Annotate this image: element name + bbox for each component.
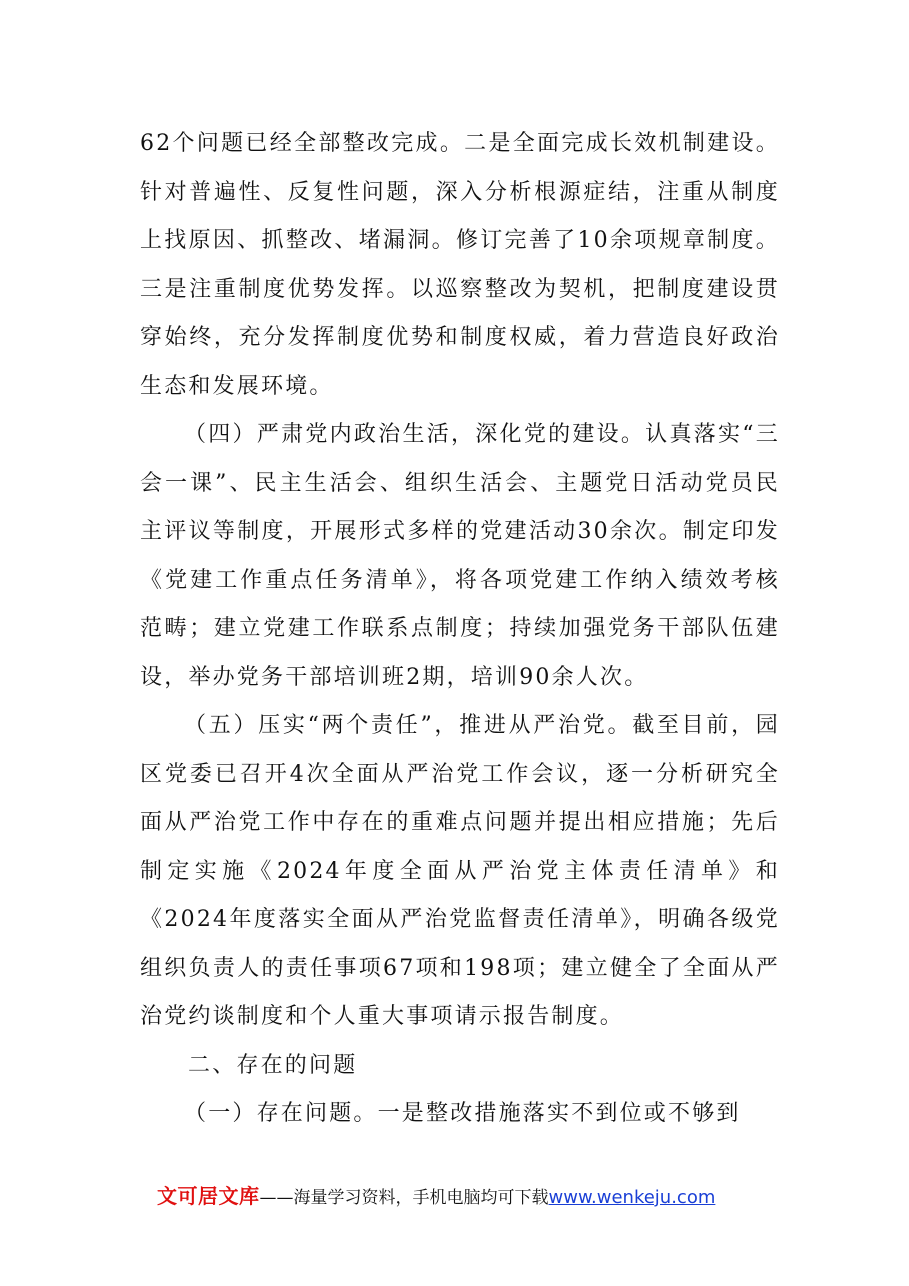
paragraph-existing-problems: （一）存在问题。一是整改措施落实不到位或不够到 (184, 1101, 741, 1126)
paragraph-continuation: 62个问题已经全部整改完成。二是全面完成长效机制建设。针对普遍性、反复性问题，深入分析根源症结，注重从制度上找原因、抓整改、堵漏洞。修订完善了10余项规章制度。三是注重制度优势发挥。以巡察整改为契机，把制度建设贯穿始终，充分发挥制度优势和制度权威，着力营造良好政治生态和发展环境。 (140, 131, 780, 399)
section-heading: 二、存在的问题 (188, 1052, 358, 1078)
document-body (140, 120, 780, 1139)
paragraph-party-life: （四）严肃党内政治生活，深化党的建设。认真落实“三会一课”、民主生活会、组织生活会、主题党日活动党员民主评议等制度，开展形式多样的党建活动30余次。制定印发《党建工作重点任务清单》，将各项党建工作纳入绩效考核范畴；建立党建工作联系点制度；持续加强党务干部队伍建设，举办党务干部培训班2期，培训90余人次。 (140, 422, 780, 690)
footer-website-link[interactable]: www.wenkeju.com (548, 1187, 716, 1208)
footer-brand: 文可居文库 (157, 1184, 260, 1208)
footer-watermark (157, 1180, 715, 1214)
paragraph-two-responsibilities: （五）压实“两个责任”，推进从严治党。截至目前，园区党委已召开4次全面从严治党工作会议，逐一分析研究全面从严治党工作中存在的重难点问题并提出相应措施；先后制定实施《2024年度全面从严治党主体责任清单》和《2024年度落实全面从严治党监督责任清单》，明确各级党组织负责人的责任事项67项和198项；建立健全了全面从严治党约谈制度和个人重大事项请示报告制度。 (140, 713, 780, 1029)
footer-tagline: ——海量学习资料，手机电脑均可下载 (259, 1188, 549, 1208)
